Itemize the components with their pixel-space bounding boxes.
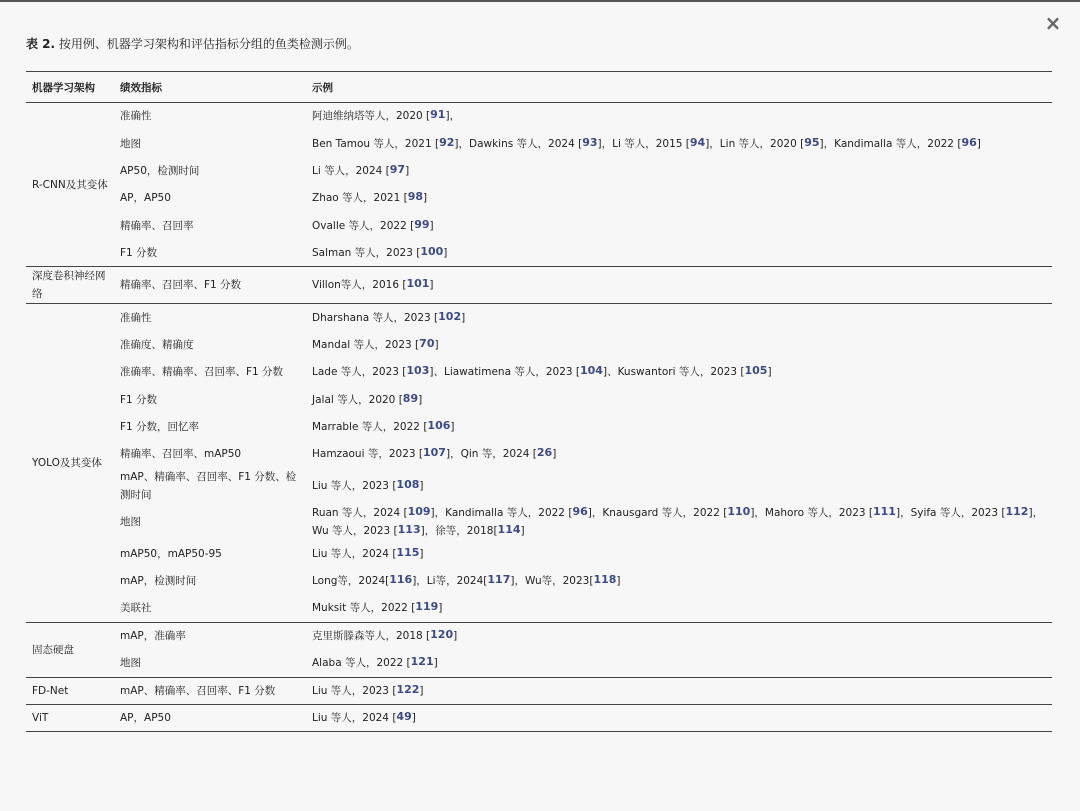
table-row: [26, 331, 1052, 358]
reference-link[interactable]: 120: [430, 628, 454, 642]
table-row: [26, 267, 1052, 304]
header-architecture: 机器学习架构: [32, 81, 95, 94]
citation-text: ]: [433, 657, 438, 670]
table-row: [26, 103, 1052, 130]
reference-link[interactable]: 114: [497, 523, 521, 537]
citation-text: Villon等人，2016 [: [312, 279, 407, 292]
metric-cell: 美联社: [120, 602, 152, 615]
reference-link[interactable]: 107: [423, 446, 446, 460]
reference-link[interactable]: 92: [439, 135, 455, 149]
examples-line: [312, 522, 1046, 540]
metric-cell: 精确率、召回率: [120, 219, 194, 232]
reference-link[interactable]: 113: [397, 523, 421, 537]
examples-line: [312, 654, 1046, 672]
examples-line: [312, 309, 1046, 327]
table-row: [26, 677, 1052, 704]
examples-line: [312, 162, 1046, 180]
reference-link[interactable]: 101: [406, 277, 430, 291]
citation-text: ]，Li 等人，2015 [: [597, 137, 690, 150]
citation-text: ]，Dawkins 等人，2024 [: [454, 137, 583, 150]
architecture-cell: FD-Net: [32, 684, 69, 697]
citation-text: ]: [419, 547, 424, 560]
examples-line: [312, 107, 1046, 125]
caption-label: 表 2.: [26, 37, 56, 51]
citation-text: Long等，2024[: [312, 575, 390, 588]
table-row: [26, 304, 1052, 331]
table-row: [26, 504, 1052, 540]
table-row: [26, 468, 1052, 504]
citation-text: Zhao 等人，2021 [: [312, 192, 408, 205]
metric-cell: AP，AP50: [120, 192, 171, 205]
citation-text: ]: [450, 421, 455, 434]
examples-line: [312, 189, 1046, 207]
citation-text: ]: [438, 602, 443, 615]
citation-text: ]，徐等，2018[: [420, 525, 498, 538]
citation-text: Hamzaoui 等，2023 [: [312, 448, 423, 461]
citation-text: Liu 等人，2023 [: [312, 480, 397, 493]
reference-link[interactable]: 49: [396, 710, 412, 724]
reference-link[interactable]: 104: [580, 364, 603, 378]
examples-cell: [306, 239, 1052, 266]
citation-text: Liu 等人，2024 [: [312, 712, 397, 725]
header-metric: 绩效指标: [120, 81, 162, 94]
citation-text: ]: [411, 712, 416, 725]
table-group: [26, 677, 1052, 704]
citation-text: Mandal 等人，2023 [: [312, 338, 420, 351]
reference-link[interactable]: 115: [396, 545, 420, 559]
citation-text: ]: [423, 192, 428, 205]
architecture-cell: 固态硬盘: [32, 643, 74, 656]
table-row: [26, 239, 1052, 266]
metric-cell: mAP，检测时间: [120, 575, 197, 588]
citation-text: Li 等人，2024 [: [312, 164, 390, 177]
examples-cell: [306, 650, 1052, 677]
examples-line: [312, 244, 1046, 262]
table-row: [26, 386, 1052, 413]
citation-text: ]，Qin 等，2024 [: [445, 448, 537, 461]
reference-link[interactable]: 95: [804, 135, 820, 149]
table-row: [26, 705, 1052, 732]
reference-link[interactable]: 26: [536, 446, 553, 460]
citation-text: ]，Mahoro 等人，2023 [: [750, 507, 873, 520]
architecture-cell: 深度卷积神经网络: [32, 270, 106, 301]
examples-line: [312, 445, 1046, 463]
examples-cell: [306, 441, 1052, 468]
examples-cell: [306, 540, 1052, 567]
reference-link[interactable]: 97: [389, 162, 406, 176]
reference-link[interactable]: 89: [402, 391, 419, 405]
citation-text: ]，Lin 等人，2020 [: [705, 137, 805, 150]
citation-text: ]: [520, 525, 525, 538]
examples-line: [312, 599, 1046, 617]
examples-line: [312, 336, 1046, 354]
citation-text: ]: [461, 311, 466, 324]
citation-text: Ruan 等人，2024 [: [312, 507, 408, 520]
table-group: [26, 705, 1052, 732]
citation-text: Liu 等人，2023 [: [312, 684, 397, 697]
reference-link[interactable]: 118: [593, 573, 617, 587]
citation-text: 克里斯滕森等人，2018 [: [312, 630, 431, 643]
examples-line: [312, 627, 1046, 645]
metric-cell: mAP、精确率、召回率、F1 分数、检测时间: [120, 471, 297, 502]
reference-link[interactable]: 103: [406, 364, 430, 378]
citation-text: ]: [419, 684, 424, 697]
examples-cell: [306, 157, 1052, 184]
reference-link[interactable]: 122: [396, 682, 420, 696]
examples-cell: [306, 386, 1052, 413]
citation-text: Salman 等人，2023 [: [312, 246, 421, 259]
fish-detection-table: [26, 71, 1052, 732]
reference-link[interactable]: 110: [727, 505, 751, 519]
reference-link[interactable]: 108: [396, 478, 420, 492]
citation-text: ]: [405, 164, 410, 177]
citation-text: ]，Wu等，2023[: [510, 575, 594, 588]
reference-link[interactable]: 117: [487, 573, 511, 587]
table-row: [26, 540, 1052, 567]
architecture-cell: ViT: [32, 712, 49, 725]
examples-line: [312, 363, 1046, 381]
close-icon[interactable]: ×: [1044, 11, 1062, 35]
reference-link[interactable]: 121: [410, 655, 434, 669]
reference-link[interactable]: 116: [389, 573, 413, 587]
citation-text: Ovalle 等人，2022 [: [312, 219, 415, 232]
citation-text: ]: [767, 366, 772, 379]
metric-cell: F1 分数: [120, 246, 158, 259]
citation-text: Jalal 等人，2020 [: [312, 393, 403, 406]
table-row: [26, 130, 1052, 157]
reference-link[interactable]: 119: [415, 600, 439, 614]
architecture-cell: R-CNN及其变体: [32, 178, 108, 191]
examples-line: [312, 682, 1046, 700]
reference-link[interactable]: 93: [582, 135, 598, 149]
examples-line: [312, 477, 1046, 495]
reference-link[interactable]: 109: [407, 505, 431, 519]
table-group: [26, 304, 1052, 623]
examples-line: [312, 709, 1046, 727]
metric-cell: 准确度、精确度: [120, 338, 194, 351]
citation-text: ]、Kuswantori 等人，2023 [: [602, 366, 745, 379]
table-group: [26, 267, 1052, 304]
examples-cell: [306, 705, 1052, 732]
reference-link[interactable]: 99: [414, 217, 430, 231]
citation-text: Ben Tamou 等人，2021 [: [312, 137, 440, 150]
citation-text: Muksit 等人，2022 [: [312, 602, 416, 615]
citation-text: Marrable 等人，2022 [: [312, 421, 428, 434]
citation-text: Wu 等人，2023 [: [312, 525, 398, 538]
reference-link[interactable]: 94: [689, 135, 706, 149]
citation-text: ]，: [445, 110, 461, 123]
metric-cell: 准确性: [120, 311, 152, 324]
examples-line: [312, 418, 1046, 436]
examples-cell: [306, 595, 1052, 622]
citation-text: ]，Syifa 等人，2023 [: [895, 507, 1006, 520]
citation-text: ]: [429, 219, 434, 232]
examples-cell: [306, 130, 1052, 157]
table-row: [26, 622, 1052, 649]
reference-link[interactable]: 96: [572, 505, 588, 519]
metric-cell: mAP、精确率、召回率、F1 分数: [120, 684, 276, 697]
table-group: [26, 622, 1052, 677]
examples-line: [312, 217, 1046, 235]
header-examples: 示例: [312, 81, 333, 94]
citation-text: ]: [616, 575, 621, 588]
table-row: [26, 595, 1052, 622]
citation-text: Liu 等人，2024 [: [312, 547, 397, 560]
table-row: [26, 413, 1052, 440]
examples-cell: [306, 304, 1052, 331]
metric-cell: 地图: [120, 657, 141, 670]
table-row: [26, 441, 1052, 468]
metric-cell: mAP，准确率: [120, 630, 186, 643]
citation-text: Dharshana 等人，2023 [: [312, 311, 439, 324]
citation-text: ]，Knausgard 等人，2022 [: [587, 507, 728, 520]
examples-cell: [306, 468, 1052, 504]
examples-cell: [306, 504, 1052, 540]
citation-text: ]，Li等，2024[: [412, 575, 488, 588]
citation-text: ]: [443, 246, 448, 259]
reference-link[interactable]: 105: [744, 364, 768, 378]
reference-link[interactable]: 98: [407, 190, 424, 204]
table-caption: [26, 35, 359, 52]
architecture-cell: YOLO及其变体: [32, 457, 102, 470]
metric-cell: 准确率、精确率、召回率、F1 分数: [120, 366, 284, 379]
citation-text: ]: [419, 480, 424, 493]
citation-text: ]，Kandimalla 等人，2022 [: [430, 507, 573, 520]
examples-cell: [306, 103, 1052, 130]
metric-cell: 地图: [120, 137, 141, 150]
examples-line: [312, 572, 1046, 590]
table-row: [26, 359, 1052, 386]
reference-link[interactable]: 111: [873, 505, 896, 519]
table-row: [26, 185, 1052, 212]
metric-cell: F1 分数: [120, 393, 158, 406]
citation-text: Lade 等人，2023 [: [312, 366, 407, 379]
examples-line: [312, 504, 1046, 522]
examples-cell: [306, 212, 1052, 239]
table-group: [26, 103, 1052, 267]
citation-text: ]: [434, 338, 439, 351]
examples-cell: [306, 677, 1052, 704]
table-row: [26, 212, 1052, 239]
citation-text: Alaba 等人，2022 [: [312, 657, 411, 670]
table-header-row: [26, 72, 1052, 103]
citation-text: ]: [976, 137, 981, 150]
reference-link[interactable]: 100: [420, 244, 444, 258]
reference-link[interactable]: 70: [419, 336, 435, 350]
reference-link[interactable]: 112: [1005, 505, 1029, 519]
reference-link[interactable]: 106: [427, 419, 451, 433]
examples-cell: [306, 331, 1052, 358]
citation-text: ]、Liawatimena 等人，2023 [: [429, 366, 580, 379]
metric-cell: 精确率、召回率、mAP50: [120, 448, 242, 461]
metric-cell: 准确性: [120, 110, 152, 123]
top-divider: [0, 0, 1080, 2]
examples-line: [312, 276, 1046, 294]
metric-cell: AP50，检测时间: [120, 164, 200, 177]
citation-text: 阿迪维纳塔等人，2020 [: [312, 110, 431, 123]
citation-text: ]: [429, 279, 434, 292]
examples-cell: [306, 267, 1052, 304]
citation-text: ]: [418, 393, 423, 406]
examples-cell: [306, 622, 1052, 649]
citation-text: ]，Kandimalla 等人，2022 [: [819, 137, 962, 150]
examples-line: [312, 391, 1046, 409]
table-row: [26, 157, 1052, 184]
reference-link[interactable]: 96: [961, 135, 977, 149]
examples-cell: [306, 359, 1052, 386]
table-row: [26, 650, 1052, 677]
table-row: [26, 568, 1052, 595]
citation-text: ]: [453, 630, 458, 643]
examples-cell: [306, 413, 1052, 440]
examples-cell: [306, 185, 1052, 212]
metric-cell: 地图: [120, 516, 141, 529]
metric-cell: AP，AP50: [120, 712, 171, 725]
examples-cell: [306, 568, 1052, 595]
examples-line: [312, 545, 1046, 563]
metric-cell: mAP50，mAP50-95: [120, 547, 222, 560]
metric-cell: 精确率、召回率、F1 分数: [120, 279, 242, 292]
citation-text: ]，: [1028, 507, 1044, 520]
citation-text: ]: [552, 448, 557, 461]
caption-text: 按用例、机器学习架构和评估指标分组的鱼类检测示例。: [55, 37, 359, 51]
examples-line: [312, 135, 1046, 153]
reference-link[interactable]: 91: [430, 108, 446, 122]
metric-cell: F1 分数，回忆率: [120, 421, 200, 434]
reference-link[interactable]: 102: [438, 309, 462, 323]
